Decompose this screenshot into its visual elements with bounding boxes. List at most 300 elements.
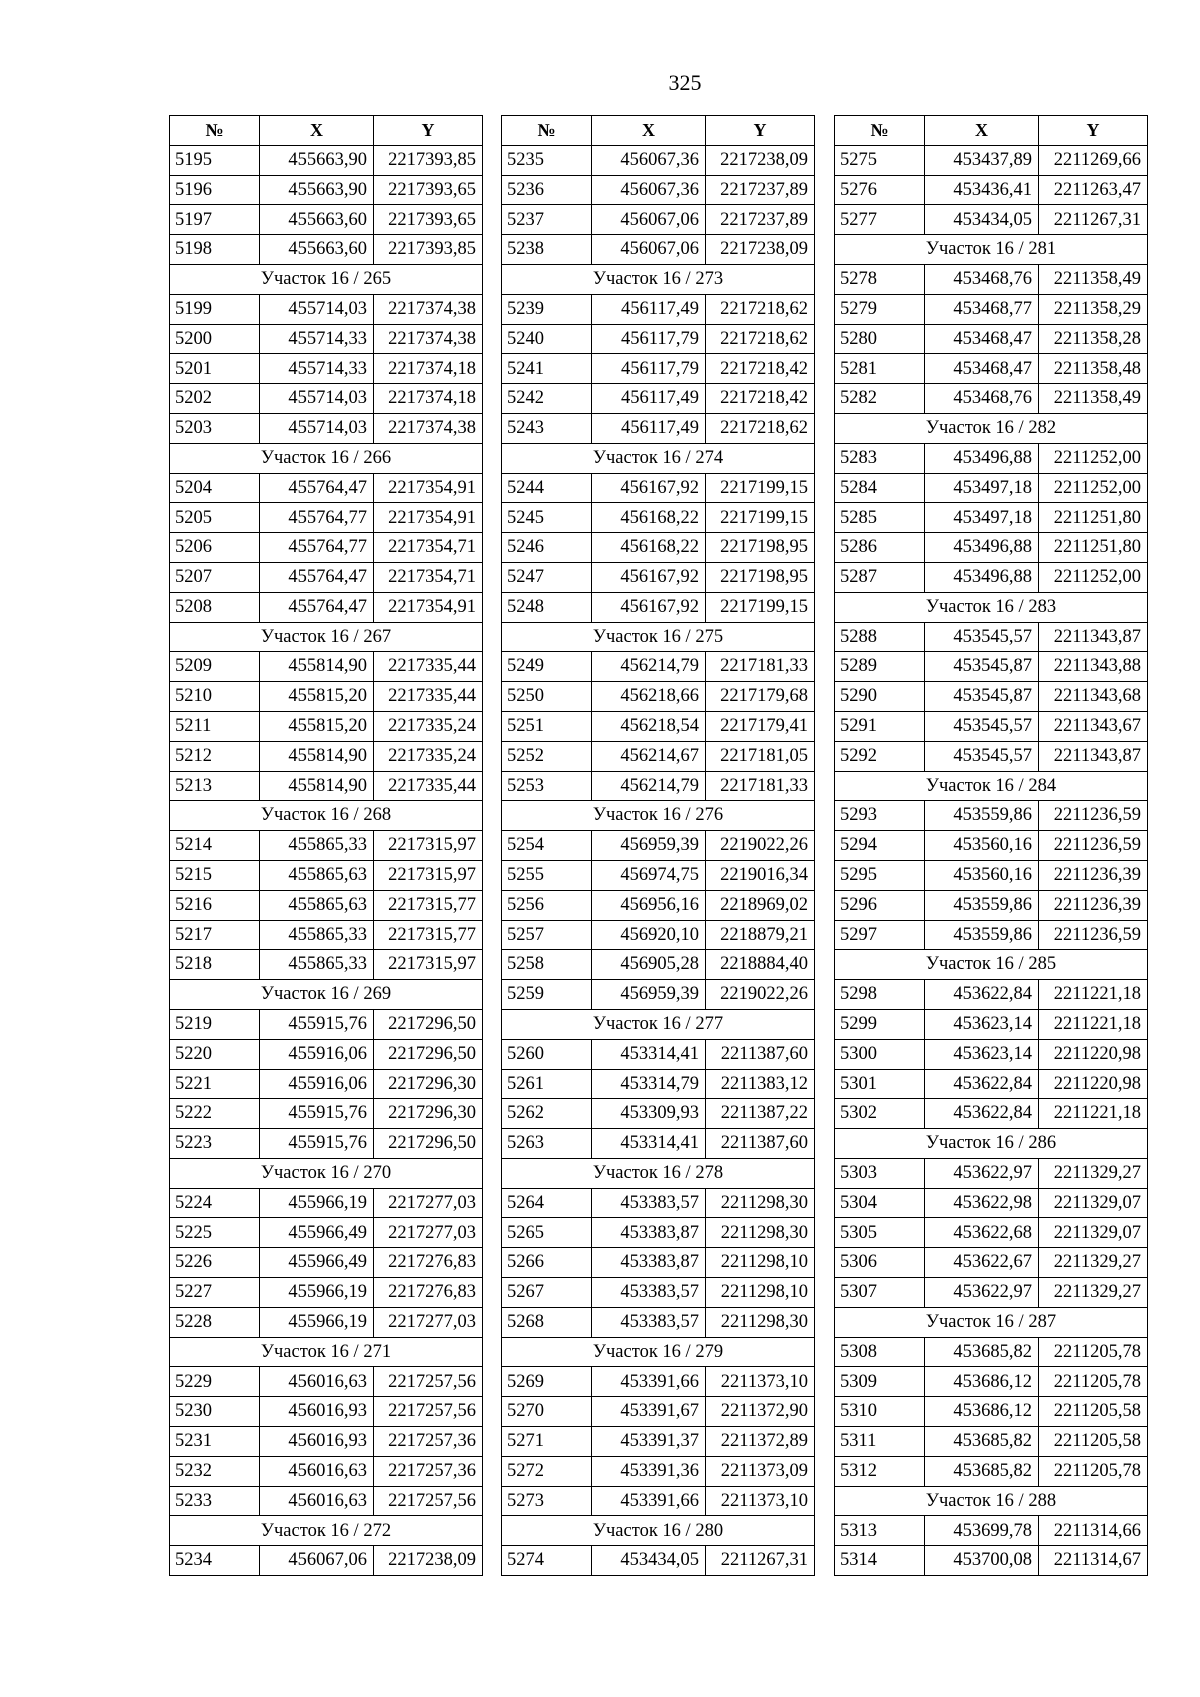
point-number-cell: 5276 xyxy=(835,175,925,205)
x-coordinate-cell: 455663,90 xyxy=(260,145,374,175)
point-number-cell: 5261 xyxy=(502,1069,592,1099)
x-coordinate-cell: 453434,05 xyxy=(592,1546,706,1576)
section-title: Участок 16 / 269 xyxy=(170,980,483,1010)
y-coordinate-cell: 2217393,85 xyxy=(374,235,483,265)
table-row xyxy=(835,1367,1148,1397)
table-row xyxy=(502,205,815,235)
x-coordinate-cell: 455663,60 xyxy=(260,205,374,235)
table-row xyxy=(502,175,815,205)
y-coordinate-cell: 2217374,18 xyxy=(374,354,483,384)
table-row xyxy=(835,1188,1148,1218)
point-number-cell: 5208 xyxy=(170,592,260,622)
x-coordinate-cell: 455915,76 xyxy=(260,1129,374,1159)
table-row xyxy=(170,711,483,741)
x-coordinate-cell: 455966,49 xyxy=(260,1218,374,1248)
table-row xyxy=(170,1099,483,1129)
x-coordinate-cell: 455865,33 xyxy=(260,920,374,950)
table-row xyxy=(502,890,815,920)
section-title: Участок 16 / 283 xyxy=(835,592,1148,622)
coordinates-table-3 xyxy=(834,115,1148,1576)
table-row xyxy=(835,384,1148,414)
x-coordinate-cell: 453496,88 xyxy=(925,443,1039,473)
x-coordinate-cell: 456067,36 xyxy=(592,175,706,205)
point-number-cell: 5285 xyxy=(835,503,925,533)
point-number-cell: 5255 xyxy=(502,860,592,890)
table-row xyxy=(502,592,815,622)
table-row xyxy=(835,622,1148,652)
point-number-cell: 5227 xyxy=(170,1278,260,1308)
point-number-cell: 5289 xyxy=(835,652,925,682)
y-coordinate-cell: 2211329,27 xyxy=(1039,1158,1148,1188)
x-coordinate-cell: 453383,87 xyxy=(592,1218,706,1248)
x-coordinate-cell: 455764,47 xyxy=(260,562,374,592)
point-number-cell: 5240 xyxy=(502,324,592,354)
table-row xyxy=(502,1278,815,1308)
y-coordinate-cell: 2217374,18 xyxy=(374,384,483,414)
y-coordinate-cell: 2211387,60 xyxy=(706,1039,815,1069)
table-row xyxy=(502,1397,815,1427)
y-coordinate-cell: 2218879,21 xyxy=(706,920,815,950)
point-number-cell: 5292 xyxy=(835,741,925,771)
table-row xyxy=(502,384,815,414)
point-number-cell: 5225 xyxy=(170,1218,260,1248)
section-row xyxy=(502,264,815,294)
section-row xyxy=(835,1307,1148,1337)
table-row xyxy=(835,1337,1148,1367)
x-coordinate-cell: 455714,33 xyxy=(260,354,374,384)
y-coordinate-cell: 2211343,68 xyxy=(1039,682,1148,712)
table-row xyxy=(835,1009,1148,1039)
y-coordinate-cell: 2211373,09 xyxy=(706,1456,815,1486)
point-number-cell: 5248 xyxy=(502,592,592,622)
table-row xyxy=(835,443,1148,473)
point-number-cell: 5279 xyxy=(835,294,925,324)
point-number-cell: 5238 xyxy=(502,235,592,265)
table-row xyxy=(835,294,1148,324)
point-number-cell: 5237 xyxy=(502,205,592,235)
point-number-cell: 5245 xyxy=(502,503,592,533)
y-coordinate-cell: 2211205,78 xyxy=(1039,1367,1148,1397)
table-row xyxy=(502,831,815,861)
column-header-number: № xyxy=(170,116,260,146)
x-coordinate-cell: 453383,57 xyxy=(592,1188,706,1218)
section-row xyxy=(502,1516,815,1546)
x-coordinate-cell: 455916,06 xyxy=(260,1069,374,1099)
x-coordinate-cell: 453468,47 xyxy=(925,324,1039,354)
y-coordinate-cell: 2219016,34 xyxy=(706,860,815,890)
table-row xyxy=(502,1248,815,1278)
table-row xyxy=(170,1129,483,1159)
x-coordinate-cell: 455714,03 xyxy=(260,413,374,443)
table-row xyxy=(502,1069,815,1099)
point-number-cell: 5205 xyxy=(170,503,260,533)
point-number-cell: 5242 xyxy=(502,384,592,414)
x-coordinate-cell: 455714,03 xyxy=(260,384,374,414)
x-coordinate-cell: 453468,77 xyxy=(925,294,1039,324)
point-number-cell: 5258 xyxy=(502,950,592,980)
y-coordinate-cell: 2211343,87 xyxy=(1039,741,1148,771)
table-row xyxy=(502,324,815,354)
y-coordinate-cell: 2217179,68 xyxy=(706,682,815,712)
table-row xyxy=(502,1039,815,1069)
y-coordinate-cell: 2211358,28 xyxy=(1039,324,1148,354)
x-coordinate-cell: 455814,90 xyxy=(260,741,374,771)
point-number-cell: 5235 xyxy=(502,145,592,175)
table-row xyxy=(502,1546,815,1576)
x-coordinate-cell: 453622,97 xyxy=(925,1158,1039,1188)
section-row xyxy=(835,1129,1148,1159)
table-row xyxy=(835,354,1148,384)
table-row xyxy=(835,920,1148,950)
column-header-number: № xyxy=(835,116,925,146)
table-row xyxy=(170,1069,483,1099)
point-number-cell: 5253 xyxy=(502,771,592,801)
section-row xyxy=(502,1337,815,1367)
y-coordinate-cell: 2211329,27 xyxy=(1039,1248,1148,1278)
y-coordinate-cell: 2217315,97 xyxy=(374,950,483,980)
table-row xyxy=(502,771,815,801)
column-header-number: № xyxy=(502,116,592,146)
x-coordinate-cell: 455916,06 xyxy=(260,1039,374,1069)
point-number-cell: 5254 xyxy=(502,831,592,861)
section-title: Участок 16 / 268 xyxy=(170,801,483,831)
table-row xyxy=(835,1039,1148,1069)
section-title: Участок 16 / 282 xyxy=(835,413,1148,443)
coordinates-table-2 xyxy=(501,115,815,1576)
point-number-cell: 5207 xyxy=(170,562,260,592)
point-number-cell: 5220 xyxy=(170,1039,260,1069)
y-coordinate-cell: 2217296,30 xyxy=(374,1069,483,1099)
point-number-cell: 5233 xyxy=(170,1486,260,1516)
point-number-cell: 5283 xyxy=(835,443,925,473)
point-number-cell: 5268 xyxy=(502,1307,592,1337)
x-coordinate-cell: 453545,57 xyxy=(925,622,1039,652)
x-coordinate-cell: 456117,79 xyxy=(592,324,706,354)
point-number-cell: 5234 xyxy=(170,1546,260,1576)
x-coordinate-cell: 455764,47 xyxy=(260,473,374,503)
y-coordinate-cell: 2217335,44 xyxy=(374,682,483,712)
x-coordinate-cell: 453623,14 xyxy=(925,1009,1039,1039)
x-coordinate-cell: 453314,41 xyxy=(592,1129,706,1159)
table-row xyxy=(835,890,1148,920)
table-row xyxy=(170,294,483,324)
table-row xyxy=(170,1367,483,1397)
y-coordinate-cell: 2219022,26 xyxy=(706,831,815,861)
y-coordinate-cell: 2217354,91 xyxy=(374,592,483,622)
y-coordinate-cell: 2211251,80 xyxy=(1039,533,1148,563)
table-row xyxy=(170,384,483,414)
y-coordinate-cell: 2211329,07 xyxy=(1039,1188,1148,1218)
table-row xyxy=(502,980,815,1010)
y-coordinate-cell: 2217238,09 xyxy=(706,235,815,265)
y-coordinate-cell: 2217181,33 xyxy=(706,771,815,801)
y-coordinate-cell: 2211329,27 xyxy=(1039,1278,1148,1308)
point-number-cell: 5314 xyxy=(835,1546,925,1576)
x-coordinate-cell: 455764,47 xyxy=(260,592,374,622)
x-coordinate-cell: 453497,18 xyxy=(925,473,1039,503)
x-coordinate-cell: 453391,67 xyxy=(592,1397,706,1427)
x-coordinate-cell: 453314,79 xyxy=(592,1069,706,1099)
section-title: Участок 16 / 275 xyxy=(502,622,815,652)
section-row xyxy=(170,980,483,1010)
table-row xyxy=(170,1248,483,1278)
y-coordinate-cell: 2217315,97 xyxy=(374,860,483,890)
x-coordinate-cell: 455814,90 xyxy=(260,652,374,682)
x-coordinate-cell: 453497,18 xyxy=(925,503,1039,533)
y-coordinate-cell: 2217237,89 xyxy=(706,205,815,235)
x-coordinate-cell: 453559,86 xyxy=(925,801,1039,831)
section-title: Участок 16 / 279 xyxy=(502,1337,815,1367)
x-coordinate-cell: 456959,39 xyxy=(592,980,706,1010)
x-coordinate-cell: 453391,36 xyxy=(592,1456,706,1486)
x-coordinate-cell: 455865,33 xyxy=(260,831,374,861)
point-number-cell: 5199 xyxy=(170,294,260,324)
section-title: Участок 16 / 287 xyxy=(835,1307,1148,1337)
x-coordinate-cell: 456218,54 xyxy=(592,711,706,741)
x-coordinate-cell: 453383,57 xyxy=(592,1307,706,1337)
x-coordinate-cell: 453685,82 xyxy=(925,1337,1039,1367)
section-title: Участок 16 / 265 xyxy=(170,264,483,294)
y-coordinate-cell: 2211372,90 xyxy=(706,1397,815,1427)
point-number-cell: 5306 xyxy=(835,1248,925,1278)
table-header-row xyxy=(835,116,1148,146)
point-number-cell: 5230 xyxy=(170,1397,260,1427)
y-coordinate-cell: 2211358,49 xyxy=(1039,264,1148,294)
table-row xyxy=(170,831,483,861)
table-row xyxy=(502,920,815,950)
point-number-cell: 5211 xyxy=(170,711,260,741)
x-coordinate-cell: 455815,20 xyxy=(260,711,374,741)
point-number-cell: 5244 xyxy=(502,473,592,503)
x-coordinate-cell: 453700,08 xyxy=(925,1546,1039,1576)
point-number-cell: 5219 xyxy=(170,1009,260,1039)
y-coordinate-cell: 2218884,40 xyxy=(706,950,815,980)
y-coordinate-cell: 2217374,38 xyxy=(374,294,483,324)
section-title: Участок 16 / 276 xyxy=(502,801,815,831)
table-row xyxy=(170,860,483,890)
point-number-cell: 5295 xyxy=(835,860,925,890)
table-row xyxy=(170,652,483,682)
section-row xyxy=(170,1337,483,1367)
y-coordinate-cell: 2217335,24 xyxy=(374,711,483,741)
y-coordinate-cell: 2217335,44 xyxy=(374,652,483,682)
y-coordinate-cell: 2217315,77 xyxy=(374,920,483,950)
table-row xyxy=(170,503,483,533)
x-coordinate-cell: 453545,87 xyxy=(925,682,1039,712)
point-number-cell: 5271 xyxy=(502,1427,592,1457)
y-coordinate-cell: 2217393,65 xyxy=(374,205,483,235)
point-number-cell: 5300 xyxy=(835,1039,925,1069)
y-coordinate-cell: 2211236,39 xyxy=(1039,860,1148,890)
x-coordinate-cell: 453391,37 xyxy=(592,1427,706,1457)
y-coordinate-cell: 2211252,00 xyxy=(1039,473,1148,503)
y-coordinate-cell: 2217218,62 xyxy=(706,294,815,324)
section-title: Участок 16 / 274 xyxy=(502,443,815,473)
coordinates-table-1 xyxy=(169,115,483,1576)
x-coordinate-cell: 455966,19 xyxy=(260,1278,374,1308)
x-coordinate-cell: 453437,89 xyxy=(925,145,1039,175)
y-coordinate-cell: 2217296,30 xyxy=(374,1099,483,1129)
table-row xyxy=(835,682,1148,712)
table-row xyxy=(170,1456,483,1486)
x-coordinate-cell: 453496,88 xyxy=(925,562,1039,592)
point-number-cell: 5311 xyxy=(835,1427,925,1457)
section-title: Участок 16 / 266 xyxy=(170,443,483,473)
section-title: Участок 16 / 267 xyxy=(170,622,483,652)
x-coordinate-cell: 456016,63 xyxy=(260,1367,374,1397)
y-coordinate-cell: 2217277,03 xyxy=(374,1218,483,1248)
point-number-cell: 5291 xyxy=(835,711,925,741)
y-coordinate-cell: 2211298,10 xyxy=(706,1248,815,1278)
point-number-cell: 5251 xyxy=(502,711,592,741)
y-coordinate-cell: 2211373,10 xyxy=(706,1486,815,1516)
point-number-cell: 5226 xyxy=(170,1248,260,1278)
table-row xyxy=(502,413,815,443)
x-coordinate-cell: 456117,79 xyxy=(592,354,706,384)
y-coordinate-cell: 2211343,67 xyxy=(1039,711,1148,741)
point-number-cell: 5307 xyxy=(835,1278,925,1308)
y-coordinate-cell: 2211236,59 xyxy=(1039,801,1148,831)
x-coordinate-cell: 453622,84 xyxy=(925,1069,1039,1099)
y-coordinate-cell: 2217237,89 xyxy=(706,175,815,205)
section-row xyxy=(170,622,483,652)
table-row xyxy=(502,1307,815,1337)
x-coordinate-cell: 453559,86 xyxy=(925,890,1039,920)
table-row xyxy=(835,831,1148,861)
point-number-cell: 5218 xyxy=(170,950,260,980)
point-number-cell: 5262 xyxy=(502,1099,592,1129)
section-row xyxy=(835,1486,1148,1516)
point-number-cell: 5201 xyxy=(170,354,260,384)
y-coordinate-cell: 2217181,33 xyxy=(706,652,815,682)
table-row xyxy=(502,711,815,741)
x-coordinate-cell: 455915,76 xyxy=(260,1009,374,1039)
table-row xyxy=(835,1516,1148,1546)
x-coordinate-cell: 453560,16 xyxy=(925,860,1039,890)
y-coordinate-cell: 2211269,66 xyxy=(1039,145,1148,175)
x-coordinate-cell: 453622,67 xyxy=(925,1248,1039,1278)
table-row xyxy=(835,503,1148,533)
x-coordinate-cell: 456168,22 xyxy=(592,503,706,533)
x-coordinate-cell: 456067,06 xyxy=(592,235,706,265)
point-number-cell: 5312 xyxy=(835,1456,925,1486)
y-coordinate-cell: 2217238,09 xyxy=(706,145,815,175)
table-row xyxy=(170,771,483,801)
x-coordinate-cell: 453314,41 xyxy=(592,1039,706,1069)
y-coordinate-cell: 2217315,77 xyxy=(374,890,483,920)
point-number-cell: 5303 xyxy=(835,1158,925,1188)
y-coordinate-cell: 2211221,18 xyxy=(1039,1009,1148,1039)
table-row xyxy=(502,1367,815,1397)
y-coordinate-cell: 2211343,88 xyxy=(1039,652,1148,682)
y-coordinate-cell: 2217198,95 xyxy=(706,533,815,563)
section-row xyxy=(502,801,815,831)
y-coordinate-cell: 2211329,07 xyxy=(1039,1218,1148,1248)
x-coordinate-cell: 453622,98 xyxy=(925,1188,1039,1218)
y-coordinate-cell: 2217276,83 xyxy=(374,1248,483,1278)
y-coordinate-cell: 2211220,98 xyxy=(1039,1039,1148,1069)
point-number-cell: 5204 xyxy=(170,473,260,503)
table-row xyxy=(835,1248,1148,1278)
table-row xyxy=(502,950,815,980)
table-row xyxy=(835,801,1148,831)
table-row xyxy=(170,413,483,443)
table-row xyxy=(170,1188,483,1218)
x-coordinate-cell: 453545,57 xyxy=(925,711,1039,741)
y-coordinate-cell: 2211236,59 xyxy=(1039,920,1148,950)
point-number-cell: 5272 xyxy=(502,1456,592,1486)
table-row xyxy=(170,473,483,503)
y-coordinate-cell: 2211314,67 xyxy=(1039,1546,1148,1576)
table-row xyxy=(502,503,815,533)
point-number-cell: 5263 xyxy=(502,1129,592,1159)
table-row xyxy=(835,1397,1148,1427)
y-coordinate-cell: 2211263,47 xyxy=(1039,175,1148,205)
x-coordinate-cell: 453383,57 xyxy=(592,1278,706,1308)
x-coordinate-cell: 453622,84 xyxy=(925,980,1039,1010)
table-row xyxy=(835,980,1148,1010)
y-coordinate-cell: 2211387,60 xyxy=(706,1129,815,1159)
point-number-cell: 5217 xyxy=(170,920,260,950)
x-coordinate-cell: 456117,49 xyxy=(592,294,706,324)
point-number-cell: 5198 xyxy=(170,235,260,265)
table-row xyxy=(502,1099,815,1129)
y-coordinate-cell: 2217199,15 xyxy=(706,473,815,503)
column-header-y: Y xyxy=(1039,116,1148,146)
x-coordinate-cell: 455865,63 xyxy=(260,860,374,890)
x-coordinate-cell: 456016,93 xyxy=(260,1427,374,1457)
y-coordinate-cell: 2217354,91 xyxy=(374,473,483,503)
point-number-cell: 5278 xyxy=(835,264,925,294)
column-header-y: Y xyxy=(706,116,815,146)
point-number-cell: 5197 xyxy=(170,205,260,235)
table-row xyxy=(170,920,483,950)
point-number-cell: 5224 xyxy=(170,1188,260,1218)
x-coordinate-cell: 453545,57 xyxy=(925,741,1039,771)
y-coordinate-cell: 2211314,66 xyxy=(1039,1516,1148,1546)
point-number-cell: 5195 xyxy=(170,145,260,175)
table-row xyxy=(170,235,483,265)
section-row xyxy=(170,443,483,473)
point-number-cell: 5236 xyxy=(502,175,592,205)
y-coordinate-cell: 2211298,10 xyxy=(706,1278,815,1308)
y-coordinate-cell: 2211358,49 xyxy=(1039,384,1148,414)
x-coordinate-cell: 456214,79 xyxy=(592,652,706,682)
y-coordinate-cell: 2217181,05 xyxy=(706,741,815,771)
x-coordinate-cell: 453686,12 xyxy=(925,1367,1039,1397)
point-number-cell: 5264 xyxy=(502,1188,592,1218)
table-row xyxy=(170,562,483,592)
table-row xyxy=(835,562,1148,592)
point-number-cell: 5298 xyxy=(835,980,925,1010)
point-number-cell: 5257 xyxy=(502,920,592,950)
point-number-cell: 5296 xyxy=(835,890,925,920)
y-coordinate-cell: 2217277,03 xyxy=(374,1188,483,1218)
table-row xyxy=(502,354,815,384)
point-number-cell: 5310 xyxy=(835,1397,925,1427)
section-row xyxy=(502,443,815,473)
point-number-cell: 5247 xyxy=(502,562,592,592)
x-coordinate-cell: 455764,77 xyxy=(260,533,374,563)
x-coordinate-cell: 456067,06 xyxy=(260,1546,374,1576)
x-coordinate-cell: 453622,68 xyxy=(925,1218,1039,1248)
point-number-cell: 5265 xyxy=(502,1218,592,1248)
table-row xyxy=(835,264,1148,294)
point-number-cell: 5246 xyxy=(502,533,592,563)
point-number-cell: 5228 xyxy=(170,1307,260,1337)
point-number-cell: 5243 xyxy=(502,413,592,443)
point-number-cell: 5223 xyxy=(170,1129,260,1159)
